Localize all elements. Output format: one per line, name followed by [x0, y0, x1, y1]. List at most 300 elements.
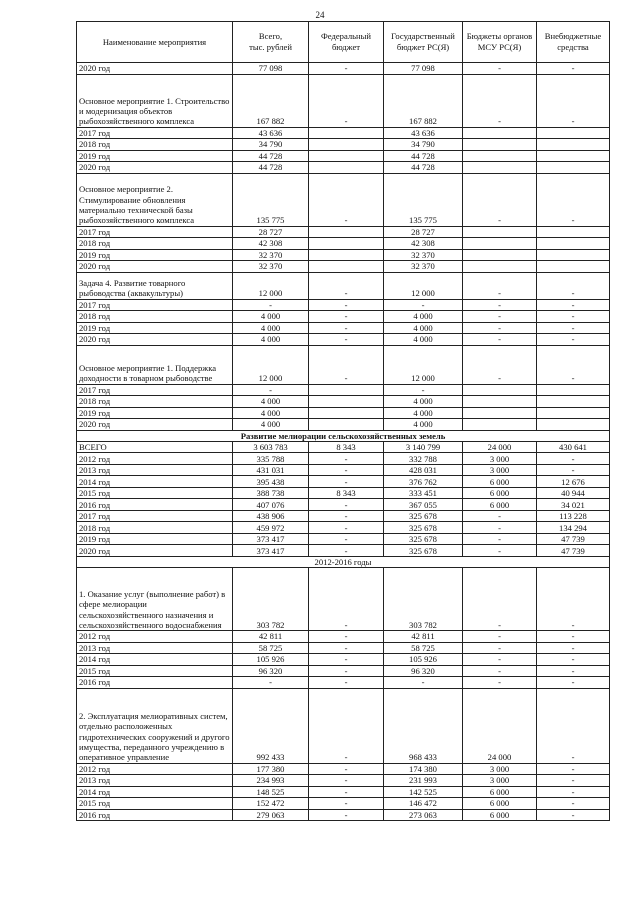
cell-extrabudgetary: 40 944 [537, 487, 610, 499]
cell-extrabudgetary: - [537, 677, 610, 689]
cell-total: - [233, 299, 309, 311]
section-title: Развитие мелиорации сельскохозяйственных земель [77, 430, 610, 441]
cell-total: 12 000 [233, 272, 309, 299]
cell-state: 142 525 [384, 786, 463, 798]
table-row [77, 568, 610, 631]
cell-extrabudgetary [537, 261, 610, 273]
cell-state: 4 000 [384, 407, 463, 419]
cell-municipal: - [463, 533, 537, 545]
cell-name: 2018 год [77, 522, 233, 534]
cell-extrabudgetary: 47 739 [537, 545, 610, 557]
cell-federal: - [309, 522, 384, 534]
cell-federal: - [309, 74, 384, 127]
cell-total: 438 906 [233, 510, 309, 522]
cell-name: 2013 год [77, 775, 233, 787]
table-row [77, 809, 610, 821]
cell-extrabudgetary: - [537, 775, 610, 787]
cell-total: 373 417 [233, 533, 309, 545]
cell-state: 325 678 [384, 545, 463, 557]
cell-extrabudgetary: - [537, 688, 610, 763]
cell-state: 333 451 [384, 487, 463, 499]
cell-municipal: 24 000 [463, 441, 537, 453]
cell-total: 459 972 [233, 522, 309, 534]
cell-state: - [384, 384, 463, 396]
cell-name: 2015 год [77, 487, 233, 499]
cell-state: 3 140 799 [384, 441, 463, 453]
cell-state: 44 728 [384, 162, 463, 174]
cell-total: 148 525 [233, 786, 309, 798]
cell-total: 105 926 [233, 654, 309, 666]
cell-name: 2018 год [77, 311, 233, 323]
cell-federal: - [309, 642, 384, 654]
cell-federal [309, 261, 384, 273]
cell-name: 2013 год [77, 642, 233, 654]
table-row [77, 798, 610, 810]
cell-municipal: 6 000 [463, 798, 537, 810]
cell-extrabudgetary: - [537, 334, 610, 346]
section-header-row [77, 430, 610, 441]
cell-state: 367 055 [384, 499, 463, 511]
cell-federal [309, 127, 384, 139]
cell-municipal: - [463, 510, 537, 522]
cell-total: 58 725 [233, 642, 309, 654]
cell-municipal [463, 384, 537, 396]
table-header-row [77, 22, 610, 63]
cell-name: 1. Оказание услуг (выполнение работ) в сфере мелиорации сельскохозяйственного назначения и сельскохозяйственного водоснабжения [77, 568, 233, 631]
cell-municipal: 3 000 [463, 464, 537, 476]
cell-federal: 8 343 [309, 441, 384, 453]
cell-total: 42 811 [233, 631, 309, 643]
cell-total: 177 380 [233, 763, 309, 775]
page-number: 24 [315, 10, 325, 20]
subsection-title: 2012-2016 годы [77, 556, 610, 567]
cell-federal: - [309, 568, 384, 631]
cell-federal [309, 396, 384, 408]
cell-municipal [463, 226, 537, 238]
cell-extrabudgetary: 47 739 [537, 533, 610, 545]
cell-municipal: - [463, 311, 537, 323]
cell-extrabudgetary: - [537, 654, 610, 666]
cell-total: 167 882 [233, 74, 309, 127]
cell-federal: - [309, 63, 384, 75]
table-row [77, 665, 610, 677]
cell-state: 325 678 [384, 510, 463, 522]
cell-state: 32 370 [384, 249, 463, 261]
cell-name: Основное мероприятие 2. Стимулирование обновления материально технической базы рыбохозяйственного комплекса [77, 173, 233, 226]
cell-extrabudgetary [537, 162, 610, 174]
cell-federal: - [309, 499, 384, 511]
cell-extrabudgetary: 430 641 [537, 441, 610, 453]
table-row [77, 226, 610, 238]
cell-state: 303 782 [384, 568, 463, 631]
cell-extrabudgetary: - [537, 345, 610, 384]
cell-federal: - [309, 786, 384, 798]
table-row [77, 487, 610, 499]
table-body [77, 63, 610, 821]
cell-total: 32 370 [233, 261, 309, 273]
cell-state: 28 727 [384, 226, 463, 238]
cell-name: 2019 год [77, 407, 233, 419]
cell-federal [309, 384, 384, 396]
cell-state: 231 993 [384, 775, 463, 787]
cell-extrabudgetary: - [537, 272, 610, 299]
cell-municipal: 3 000 [463, 453, 537, 465]
cell-name: 2017 год [77, 299, 233, 311]
cell-state: - [384, 299, 463, 311]
cell-federal [309, 407, 384, 419]
cell-state: 77 098 [384, 63, 463, 75]
table-row [77, 173, 610, 226]
cell-state: 4 000 [384, 334, 463, 346]
cell-municipal [463, 150, 537, 162]
cell-federal [309, 238, 384, 250]
cell-extrabudgetary: - [537, 798, 610, 810]
header-municipal-budget: Бюджеты органов МСУ РС(Я) [463, 22, 537, 63]
cell-total: 32 370 [233, 249, 309, 261]
cell-state: 42 308 [384, 238, 463, 250]
cell-state: 34 790 [384, 139, 463, 151]
cell-municipal: - [463, 545, 537, 557]
cell-municipal: - [463, 568, 537, 631]
cell-state: 135 775 [384, 173, 463, 226]
table-row [77, 139, 610, 151]
table-row [77, 396, 610, 408]
cell-municipal [463, 127, 537, 139]
cell-municipal: - [463, 334, 537, 346]
table-row [77, 786, 610, 798]
cell-name: Задача 4. Развитие товарного рыбоводства (аквакультуры) [77, 272, 233, 299]
cell-federal: - [309, 345, 384, 384]
cell-total: 303 782 [233, 568, 309, 631]
cell-state: 174 380 [384, 763, 463, 775]
cell-total: 373 417 [233, 545, 309, 557]
cell-municipal [463, 162, 537, 174]
cell-extrabudgetary: - [537, 665, 610, 677]
cell-name: 2020 год [77, 334, 233, 346]
cell-state: 428 031 [384, 464, 463, 476]
header-state-budget: Государственный бюджет РС(Я) [384, 22, 463, 63]
cell-total: 3 603 783 [233, 441, 309, 453]
cell-state: 325 678 [384, 533, 463, 545]
table-row [77, 677, 610, 689]
cell-extrabudgetary: 134 294 [537, 522, 610, 534]
cell-name: 2017 год [77, 510, 233, 522]
cell-extrabudgetary [537, 150, 610, 162]
cell-total: 234 993 [233, 775, 309, 787]
table-row [77, 384, 610, 396]
cell-total: 4 000 [233, 334, 309, 346]
cell-municipal: - [463, 322, 537, 334]
cell-extrabudgetary: - [537, 299, 610, 311]
cell-state: 42 811 [384, 631, 463, 643]
cell-municipal: - [463, 173, 537, 226]
cell-municipal: - [463, 654, 537, 666]
cell-name: 2014 год [77, 476, 233, 488]
cell-extrabudgetary [537, 249, 610, 261]
cell-total: 992 433 [233, 688, 309, 763]
cell-municipal [463, 396, 537, 408]
cell-municipal: 6 000 [463, 786, 537, 798]
cell-state: 105 926 [384, 654, 463, 666]
cell-federal: - [309, 545, 384, 557]
cell-state: 4 000 [384, 322, 463, 334]
cell-state: 332 788 [384, 453, 463, 465]
cell-name: 2017 год [77, 226, 233, 238]
cell-federal: - [309, 775, 384, 787]
cell-name: 2017 год [77, 384, 233, 396]
cell-municipal [463, 238, 537, 250]
header-total: Всего, тыс. рублей [233, 22, 309, 63]
cell-total: - [233, 677, 309, 689]
cell-extrabudgetary: - [537, 642, 610, 654]
cell-extrabudgetary [537, 238, 610, 250]
cell-name: Основное мероприятие 1. Строительство и модернизация объектов рыбохозяйственного комплекса [77, 74, 233, 127]
cell-municipal [463, 419, 537, 431]
cell-extrabudgetary [537, 396, 610, 408]
cell-name: 2019 год [77, 322, 233, 334]
table-row [77, 654, 610, 666]
cell-federal [309, 419, 384, 431]
cell-name: 2018 год [77, 396, 233, 408]
cell-total: 4 000 [233, 322, 309, 334]
cell-municipal: - [463, 665, 537, 677]
cell-total: 44 728 [233, 150, 309, 162]
cell-federal: - [309, 322, 384, 334]
table-row [77, 464, 610, 476]
cell-name: 2014 год [77, 654, 233, 666]
cell-total: - [233, 384, 309, 396]
table-row [77, 441, 610, 453]
cell-state: 376 762 [384, 476, 463, 488]
cell-state: 96 320 [384, 665, 463, 677]
cell-total: 431 031 [233, 464, 309, 476]
cell-total: 152 472 [233, 798, 309, 810]
cell-state: 968 433 [384, 688, 463, 763]
cell-federal: - [309, 631, 384, 643]
table-row [77, 238, 610, 250]
cell-name: 2013 год [77, 464, 233, 476]
cell-total: 43 636 [233, 127, 309, 139]
cell-municipal: - [463, 677, 537, 689]
cell-name: 2. Эксплуатация мелиоративных систем, отдельно расположенных гидротехнических сооружений и другого имущества, переданного учреждению в оперативное управление [77, 688, 233, 763]
cell-extrabudgetary: - [537, 322, 610, 334]
cell-municipal: - [463, 642, 537, 654]
cell-extrabudgetary: - [537, 763, 610, 775]
cell-name: 2018 год [77, 238, 233, 250]
cell-municipal: 6 000 [463, 499, 537, 511]
cell-municipal: - [463, 74, 537, 127]
cell-extrabudgetary [537, 139, 610, 151]
cell-extrabudgetary: 113 228 [537, 510, 610, 522]
cell-extrabudgetary [537, 407, 610, 419]
table-row [77, 453, 610, 465]
cell-name: 2016 год [77, 809, 233, 821]
cell-municipal: 6 000 [463, 487, 537, 499]
header-event-name: Наименование мероприятия [77, 22, 233, 63]
cell-extrabudgetary: - [537, 809, 610, 821]
cell-municipal: - [463, 299, 537, 311]
cell-total: 44 728 [233, 162, 309, 174]
cell-federal: - [309, 272, 384, 299]
cell-name: 2015 год [77, 798, 233, 810]
table-row [77, 127, 610, 139]
cell-extrabudgetary [537, 419, 610, 431]
table-row [77, 249, 610, 261]
cell-total: 335 788 [233, 453, 309, 465]
table-row [77, 322, 610, 334]
table-row [77, 407, 610, 419]
cell-name: 2017 год [77, 127, 233, 139]
cell-federal [309, 139, 384, 151]
cell-federal: - [309, 763, 384, 775]
table-row [77, 631, 610, 643]
cell-federal [309, 249, 384, 261]
table-row [77, 545, 610, 557]
cell-federal: - [309, 334, 384, 346]
table-row [77, 311, 610, 323]
cell-federal: - [309, 464, 384, 476]
cell-federal: - [309, 688, 384, 763]
cell-federal: - [309, 476, 384, 488]
cell-state: 43 636 [384, 127, 463, 139]
cell-extrabudgetary: - [537, 173, 610, 226]
cell-extrabudgetary [537, 127, 610, 139]
cell-name: 2020 год [77, 261, 233, 273]
cell-total: 279 063 [233, 809, 309, 821]
cell-total: 4 000 [233, 407, 309, 419]
cell-extrabudgetary: - [537, 568, 610, 631]
cell-total: 4 000 [233, 311, 309, 323]
cell-name: 2012 год [77, 763, 233, 775]
cell-extrabudgetary: - [537, 453, 610, 465]
cell-federal: - [309, 665, 384, 677]
cell-name: Основное мероприятие 1. Поддержка доходности в товарном рыбоводстве [77, 345, 233, 384]
cell-name: 2015 год [77, 665, 233, 677]
cell-state: 32 370 [384, 261, 463, 273]
table-row [77, 334, 610, 346]
cell-extrabudgetary: - [537, 786, 610, 798]
cell-total: 28 727 [233, 226, 309, 238]
cell-state: 4 000 [384, 419, 463, 431]
cell-municipal: - [463, 631, 537, 643]
cell-municipal: - [463, 272, 537, 299]
table-row [77, 299, 610, 311]
cell-name: 2016 год [77, 677, 233, 689]
cell-state: 12 000 [384, 272, 463, 299]
cell-extrabudgetary [537, 226, 610, 238]
cell-state: 4 000 [384, 311, 463, 323]
table-row [77, 688, 610, 763]
cell-municipal: - [463, 522, 537, 534]
cell-name: 2020 год [77, 63, 233, 75]
cell-total: 77 098 [233, 63, 309, 75]
cell-total: 135 775 [233, 173, 309, 226]
cell-name: 2020 год [77, 419, 233, 431]
table-row [77, 499, 610, 511]
table-row [77, 74, 610, 127]
table-row [77, 510, 610, 522]
table-row [77, 162, 610, 174]
cell-name: 2012 год [77, 453, 233, 465]
cell-total: 395 438 [233, 476, 309, 488]
table-row [77, 476, 610, 488]
cell-federal: - [309, 654, 384, 666]
table-row [77, 419, 610, 431]
table-row [77, 345, 610, 384]
table-row [77, 533, 610, 545]
cell-state: 12 000 [384, 345, 463, 384]
cell-name: 2014 год [77, 786, 233, 798]
cell-extrabudgetary: 12 676 [537, 476, 610, 488]
table-row [77, 522, 610, 534]
cell-extrabudgetary: - [537, 63, 610, 75]
cell-name: 2019 год [77, 249, 233, 261]
cell-federal: - [309, 798, 384, 810]
cell-federal: - [309, 809, 384, 821]
header-extrabudgetary: Внебюджетные средства [537, 22, 610, 63]
cell-total: 42 308 [233, 238, 309, 250]
cell-total: 4 000 [233, 396, 309, 408]
header-federal-budget: Федеральный бюджет [309, 22, 384, 63]
cell-municipal [463, 261, 537, 273]
cell-extrabudgetary [537, 384, 610, 396]
cell-name: 2020 год [77, 162, 233, 174]
cell-name: ВСЕГО [77, 441, 233, 453]
cell-municipal: 6 000 [463, 809, 537, 821]
cell-state: 325 678 [384, 522, 463, 534]
budget-table [76, 21, 610, 821]
cell-federal: - [309, 453, 384, 465]
cell-extrabudgetary: 34 021 [537, 499, 610, 511]
cell-name: 2012 год [77, 631, 233, 643]
cell-federal: - [309, 533, 384, 545]
cell-municipal: - [463, 345, 537, 384]
cell-municipal: 6 000 [463, 476, 537, 488]
cell-state: 4 000 [384, 396, 463, 408]
cell-total: 34 790 [233, 139, 309, 151]
cell-federal: - [309, 677, 384, 689]
cell-municipal: 3 000 [463, 763, 537, 775]
table-row [77, 642, 610, 654]
subsection-header-row [77, 556, 610, 567]
cell-municipal [463, 249, 537, 261]
cell-state: 167 882 [384, 74, 463, 127]
cell-state: 58 725 [384, 642, 463, 654]
cell-municipal [463, 139, 537, 151]
table-row [77, 775, 610, 787]
cell-federal: - [309, 311, 384, 323]
cell-extrabudgetary: - [537, 631, 610, 643]
cell-total: 407 076 [233, 499, 309, 511]
cell-state: - [384, 677, 463, 689]
table-row [77, 261, 610, 273]
table-row [77, 272, 610, 299]
table-row [77, 763, 610, 775]
cell-state: 44 728 [384, 150, 463, 162]
cell-municipal [463, 407, 537, 419]
cell-total: 388 738 [233, 487, 309, 499]
cell-federal: - [309, 510, 384, 522]
cell-state: 273 063 [384, 809, 463, 821]
cell-name: 2020 год [77, 545, 233, 557]
cell-federal: 8 343 [309, 487, 384, 499]
cell-federal: - [309, 299, 384, 311]
cell-extrabudgetary: - [537, 74, 610, 127]
cell-name: 2018 год [77, 139, 233, 151]
cell-federal [309, 226, 384, 238]
cell-name: 2019 год [77, 533, 233, 545]
cell-municipal: - [463, 63, 537, 75]
